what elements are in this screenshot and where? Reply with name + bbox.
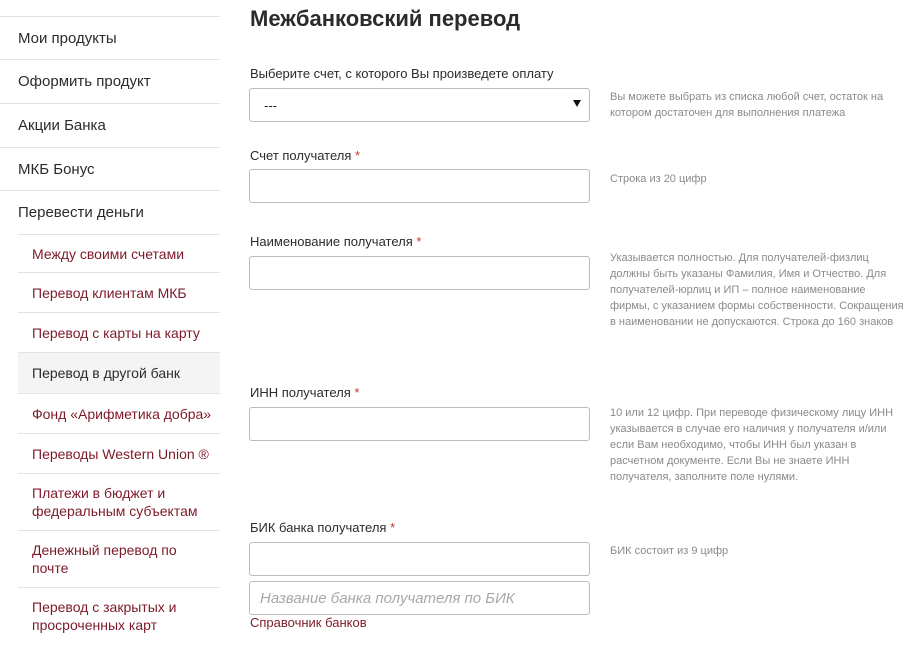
- inn-label: ИНН получателя *: [250, 385, 360, 400]
- sidebar: [0, 0, 220, 646]
- dropdown-arrow-icon: [573, 100, 581, 107]
- bik-hint: БИК состоит из 9 цифр: [610, 545, 729, 557]
- recipient-account-hint: Строка из 20 цифр: [610, 173, 707, 185]
- required-marker: *: [416, 234, 422, 249]
- sidebar-item-label: Мои продукты: [18, 29, 117, 47]
- recipient-name-input[interactable]: [249, 256, 590, 290]
- account-select-label: Выберите счет, с которого Вы произведете оплату: [250, 66, 554, 81]
- bik-input[interactable]: [249, 542, 590, 576]
- required-marker: *: [390, 520, 396, 535]
- sidebar-subitem-label: Денежный перевод по почте: [32, 542, 177, 576]
- sidebar-subitem-label: Перевод с карты на карту: [32, 324, 200, 341]
- sidebar-subitem-other-bank[interactable]: [18, 352, 220, 393]
- sidebar-subitem-closed-cards[interactable]: [18, 587, 220, 644]
- inn-hint: 10 или 12 цифр. При переводе физическому лицу ИНН указывается в случае его наличия у получателя и/или если Вам необходимо, чтобы ИНН был указан в расчетном документе. Если Вы не знаете ИНН получателя, заполните поле нулями.: [610, 407, 894, 483]
- sidebar-item-label: Перевести деньги: [18, 204, 144, 221]
- recipient-name-label: Наименование получателя *: [250, 234, 422, 249]
- sidebar-item-label: Акции Банка: [18, 117, 106, 134]
- recipient-name-hint: Указывается полностью. Для получателей-физлиц должны быть указаны Фамилия, Имя и Отчество. Для получателей-юрлиц и ИП – полное наименование фирмы, с указанием формы собственности. Сокращения в наименовании не допускаются. Строка до 160 знаков: [610, 252, 904, 328]
- inn-input[interactable]: [249, 407, 590, 441]
- sidebar-subitem-card-to-card[interactable]: [18, 312, 220, 352]
- recipient-account-label: Счет получателя *: [250, 148, 361, 163]
- sidebar-item-mkb-bonus[interactable]: [0, 147, 220, 190]
- sidebar-item-label: Оформить продукт: [18, 73, 151, 90]
- account-select[interactable]: [249, 88, 590, 122]
- sidebar-subitem-label: Перевод клиентам МКБ: [32, 284, 187, 301]
- sidebar-item-my-products[interactable]: [0, 16, 220, 59]
- bank-name-placeholder: Название банка получателя по БИК: [260, 589, 515, 607]
- sidebar-subitem-charity-fund[interactable]: [18, 393, 220, 433]
- sidebar-subitem-own-accounts[interactable]: [18, 234, 220, 272]
- bank-name-field[interactable]: [249, 581, 590, 615]
- sidebar-item-promotions[interactable]: [0, 103, 220, 147]
- recipient-account-input[interactable]: [249, 169, 590, 203]
- bank-directory-link[interactable]: Справочник банков: [250, 615, 367, 630]
- account-hint: Вы можете выбрать из списка любой счет, остаток на котором достаточен для выполнения платежа: [610, 91, 884, 119]
- sidebar-subitem-western-union[interactable]: [18, 433, 220, 473]
- sidebar-subitem-label: Перевод с закрытых и просроченных карт: [32, 599, 177, 633]
- sidebar-item-order-product[interactable]: [0, 59, 220, 103]
- sidebar-item-transfer-money[interactable]: [0, 190, 220, 234]
- sidebar-subitem-label: Между своими счетами: [32, 245, 185, 262]
- sidebar-subitem-label: Переводы Western Union ®: [32, 445, 209, 462]
- sidebar-subitem-label: Платежи в бюджет и федеральным субъектам: [32, 485, 198, 519]
- sidebar-subitem-label: Фонд «Арифметика добра»: [32, 405, 212, 422]
- page-title: Межбанковский перевод: [250, 6, 521, 31]
- required-marker: *: [354, 385, 360, 400]
- sidebar-subitem-budget-payments[interactable]: [18, 473, 220, 530]
- sidebar-subitem-label: Перевод в другой банк: [32, 365, 180, 381]
- sidebar-subitem-postal-transfer[interactable]: [18, 530, 220, 587]
- bik-label: БИК банка получателя *: [250, 520, 396, 535]
- sidebar-subitem-mkb-clients[interactable]: [18, 272, 220, 312]
- required-marker: *: [355, 148, 361, 163]
- sidebar-item-label: МКБ Бонус: [18, 160, 95, 178]
- account-select-value: ---: [264, 97, 277, 113]
